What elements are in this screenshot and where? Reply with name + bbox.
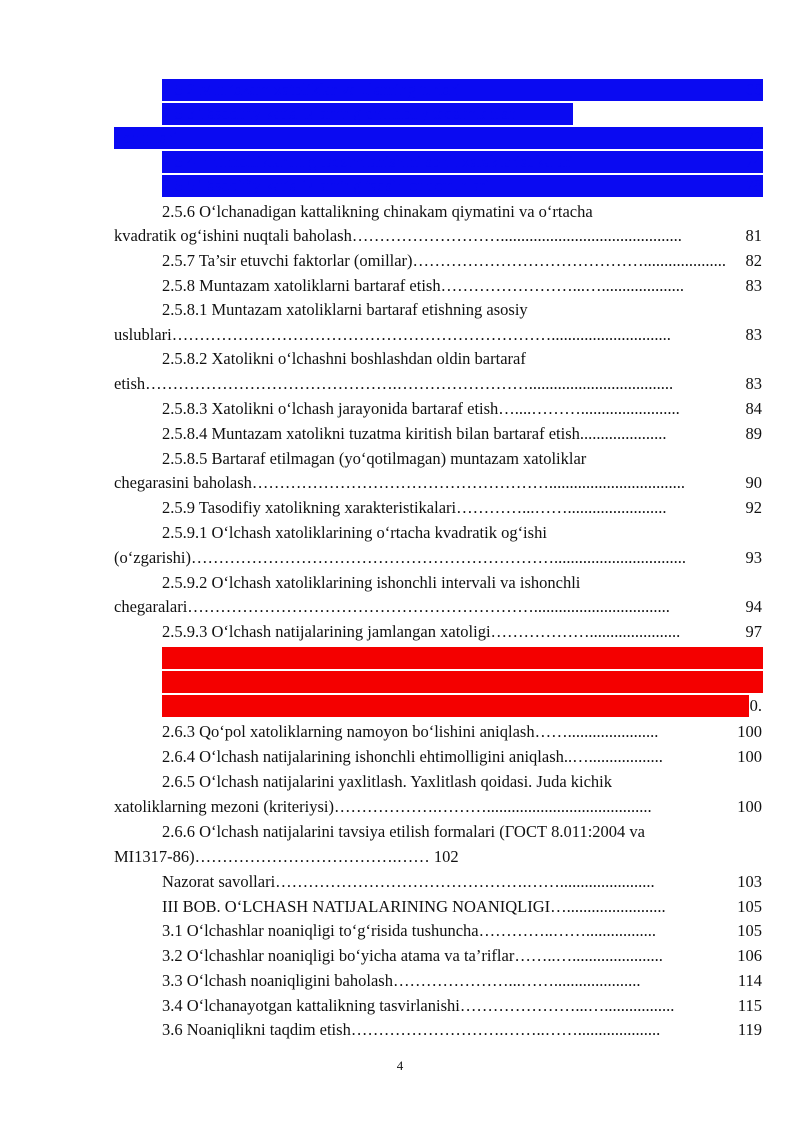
toc-entry[interactable]: 3.1 O‘lchashlar noaniqligi to‘g‘risida tushuncha…………..……................. (162, 921, 657, 940)
toc-page-number: 105 (737, 921, 762, 940)
toc-entry[interactable]: 3.2 O‘lchashlar noaniqligi bo‘yicha atama va ta’riflar……..…...................... (162, 946, 663, 965)
toc-entry[interactable]: 3.4 O‘lchanayotgan kattalikning tasvirlanishi…………………...…................. (162, 996, 675, 1015)
page-number: 4 (396, 1058, 404, 1073)
toc-entry[interactable]: 2.5.8.1 Muntazam xatoliklarni bartaraf etishning asosiy (162, 300, 528, 319)
toc-page-number: 115 (737, 996, 762, 1015)
toc-entry-blue[interactable] (162, 103, 516, 125)
toc-entry-cont: uslublari……………………………………………………………............................. (114, 325, 671, 344)
toc-entry[interactable]: 3.3 O‘lchash noaniqligini baholash…………………...……..................... (162, 971, 641, 990)
toc-entry-red[interactable]: 2.6.2 Ko‘p marotaba o‘lchash natijalarini qayta ishlash……...…................99 (162, 696, 669, 715)
toc-page-number: 98 (745, 672, 762, 691)
toc-page-number: 78 (745, 176, 762, 195)
toc-page-number: 106 (737, 946, 762, 965)
toc-entry-cont: MI1317-86)……………………………….…… 102 (114, 847, 459, 866)
toc-entry[interactable]: 2.5.8.3 Xatolikni o‘lchash jarayonida bartaraf etish…....………........................ (162, 399, 680, 418)
toc-entry[interactable]: Nazorat savollari……………………………………….……....................... (162, 872, 655, 891)
toc-entry[interactable]: 2.5.7 Ta’sir etuvchi faktorlar (omillar)…………………………………….................... (162, 251, 727, 270)
toc-page-number: 114 (737, 971, 762, 990)
toc-page-number: 74 (745, 152, 762, 171)
toc-entry[interactable]: 2.5.9.3 O‘lchash natijalarining jamlangan xatoligi………………...................... (162, 622, 681, 641)
toc-entry[interactable]: 2.5.9 Tasodifiy xatolikning xarakteristikalari…………...……........................ (162, 498, 667, 517)
toc-entry[interactable]: 2.5.9.1 O‘lchash xatoliklarining o‘rtacha kvadratik og‘ishi (162, 523, 547, 542)
toc-entry-blue[interactable] (162, 79, 460, 101)
toc-entry-blue[interactable] (162, 151, 574, 173)
toc-page-number: 83 (745, 374, 762, 393)
toc-page-number: 105 (737, 897, 762, 916)
toc-page-number: 89 (745, 424, 762, 443)
toc-page-number: 84 (745, 399, 762, 418)
toc-entry-red[interactable]: 2.6 O‘lchash natijalarini qayta ishlash (162, 648, 412, 667)
toc-entry-text: 2.5.3 Tasodifiy kattaliklarning ehtimoliy taqsimlanish (162, 104, 517, 123)
toc-entry[interactable]: 3.6 Noaniqlikni taqdim etish……………………….……..…….................... (162, 1020, 661, 1039)
toc-entry-blue[interactable] (114, 127, 177, 149)
toc-entry[interactable]: 2.5.9.2 O‘lchash xatoliklarining ishonchli intervali va ishonchli (162, 573, 581, 592)
toc-page-number: 72 (745, 128, 762, 147)
toc-entry[interactable]: 2.5.6 O‘lchanadigan kattalikning chinakam qiymatini va o‘rtacha (162, 202, 593, 221)
toc-entry-chapter[interactable]: III BOB. O‘LCHASH NATIJALARINING NOANIQLIGI…........................ (162, 897, 666, 916)
toc-entry[interactable]: 2.6.6 O‘lchash natijalarini tavsiya etilish formalari (ГОСТ 8.011:2004 va (162, 822, 645, 841)
toc-page-number: 66 (745, 80, 762, 99)
toc-page-number: 82 (745, 251, 762, 270)
highlight-blue-3 (114, 127, 763, 149)
toc-page-number: 90 (745, 473, 762, 492)
toc-entry-cont: xatoliklarning mezoni (kriteriysi)……………….………........................................ (114, 797, 652, 816)
toc-entry-cont: kvadratik og‘ishini nuqtali baholash………………………............................................ (114, 226, 682, 245)
toc-page-number: 98 (745, 648, 762, 667)
toc-entry-cont: (o‘zgarishi)…………………………………………………………................................ (114, 548, 686, 567)
toc-page-number: 83 (745, 325, 762, 344)
toc-entry[interactable]: 2.5.8.2 Xatolikni o‘lchashni boshlashdan oldin bartaraf (162, 349, 526, 368)
toc-page-number: 0. (749, 696, 762, 715)
toc-page-number: 100 (737, 797, 762, 816)
toc-entry[interactable]: 2.5.8.5 Bartaraf etilmagan (yo‘qotilmagan) muntazam xatoliklar (162, 449, 587, 468)
toc-page-number: 119 (737, 1020, 762, 1039)
toc-entry-red[interactable]: 2.6.1 Bir marotaba o‘lchash natijalarini qayta ishlash (162, 672, 512, 691)
toc-entry[interactable]: 2.5.8.4 Muntazam xatolikni tuzatma kiritish bilan bartaraf etish..................... (162, 424, 667, 443)
toc-page-number: 103 (737, 872, 762, 891)
toc-entry-cont: chegarasini baholash………………………………………………................................. (114, 473, 686, 492)
toc-entry-cont: chegaralari………………………………………………………................................. (114, 597, 670, 616)
toc-entry-cont: etish……………………………………….……………………................................... (114, 374, 674, 393)
toc-entry[interactable]: 2.5.8 Muntazam xatoliklarni bartaraf etish……………………...….................... (162, 276, 684, 295)
toc-page-number: 92 (745, 498, 762, 517)
toc-entry-text: 2.5.5 Tasodifiy kattaliklarning taqsimot qonunlari (162, 176, 490, 195)
toc-page-number: 97 (745, 622, 762, 641)
toc-entry-blue[interactable] (162, 175, 490, 197)
toc-entry-text: 2.5.2 Muntazam xatoliklar va ularning turlari (162, 80, 461, 99)
toc-page-number: 100 (737, 747, 762, 766)
toc-page-number: 93 (745, 548, 762, 567)
toc-page-number: 81 (745, 226, 762, 245)
toc-entry[interactable]: 2.6.3 Qo‘pol xatoliklarning namoyon bo‘lishini aniqlash……...................... (162, 722, 659, 741)
toc-page-number: 83 (745, 276, 762, 295)
toc-entry-text: 2.5.4 Ehtimolliklarning taqsimlanishini sonli xarakteristikalari (162, 152, 574, 171)
toc-entry[interactable]: 2.6.4 O‘lchash natijalarining ishonchli ehtimolligini aniqlash..….................. (162, 747, 663, 766)
toc-entry-text: qonunlari (114, 128, 178, 147)
toc-page-number: 94 (745, 597, 762, 616)
toc-entry[interactable]: 2.6.5 O‘lchash natijalarini yaxlitlash. Yaxlitlash qoidasi. Juda kichik (162, 772, 613, 791)
toc-page-number: 100 (737, 722, 762, 741)
